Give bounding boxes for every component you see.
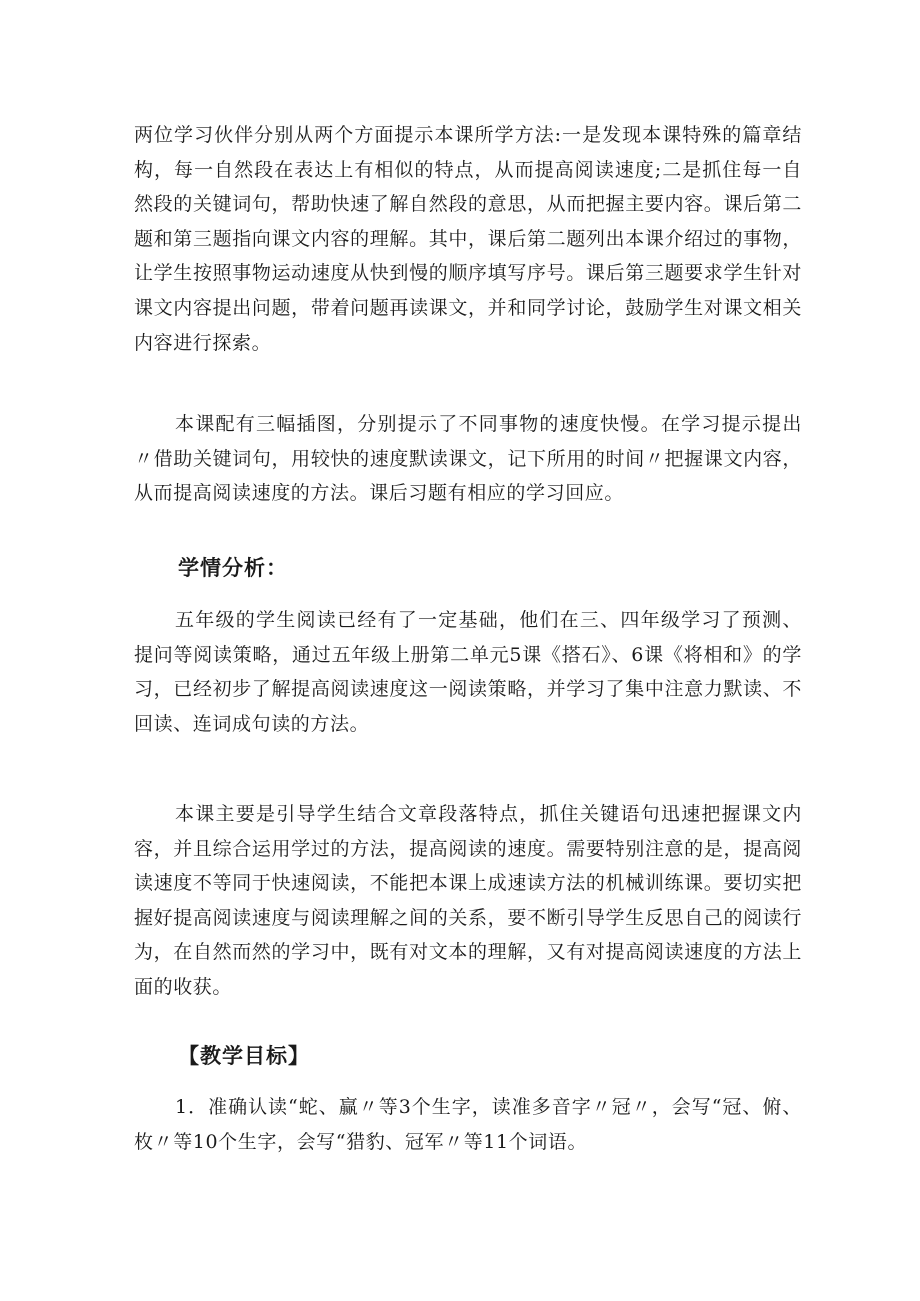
paragraph-illustrations: 本课配有三幅插图，分别提示了不同事物的速度快慢。在学习提示提出〃借助关键词句，用较快的速度默读课文，记下所用的时间〃把握课文内容，从而提高阅读速度的方法。课后习题有相应的学习回应。: [134, 413, 802, 505]
paragraph-lesson-focus: 本课主要是引导学生结合文章段落特点，抓住关键语句迅速把握课文内容，并且综合运用学过的方法，提高阅读的速度。需要特别注意的是，提高阅读速度不等同于快速阅读，不能把本课上成速读方法的机械训练课。要切实把握好提高阅读速度与阅读理解之间的关系，要不断引导学生反思自己的阅读行为，在自然而然的学习中，既有对文本的理解，又有对提高阅读速度的方法上面的收获。: [134, 803, 802, 998]
heading-teaching-goals: 【教学目标】: [178, 1043, 310, 1068]
heading-learning-analysis: 学情分析：: [178, 555, 288, 580]
paragraph-goal-1: 1．准确认读“蛇、赢〃等3个生字，读准多音字〃冠〃，会写“冠、俯、枚〃等10个生字，会写“猎豹、冠军〃等11个词语。: [134, 1096, 802, 1153]
paragraph-student-analysis: 五年级的学生阅读已经有了一定基础，他们在三、四年级学习了预测、提问等阅读策略，通过五年级上册第二单元5课《搭石》、6课《将相和》的学习，已经初步了解提高阅读速度这一阅读策略，并学习了集中注意力默读、不回读、连词成句读的方法。: [134, 609, 802, 735]
paragraph-learning-partners: 两位学习伙伴分别从两个方面提示本课所学方法:一是发现本课特殊的篇章结构，每一自然段在表达上有相似的特点，从而提高阅读速度;二是抓住每一自然段的关键词句，帮助快速了解自然段的意思，从而把握主要内容。课后第二题和第三题指向课文内容的理解。其中，课后第二题列出本课介绍过的事物，让学生按照事物运动速度从快到慢的顺序填写序号。课后第三题要求学生针对课文内容提出问题，带着问题再读课文，并和同学讨论，鼓励学生对课文相关内容进行探索。: [134, 124, 802, 354]
